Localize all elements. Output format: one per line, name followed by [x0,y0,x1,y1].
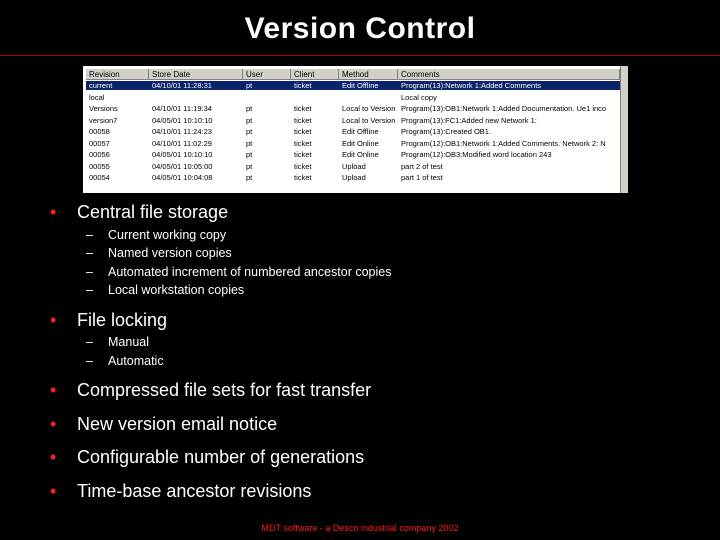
cell-revision: 00057 [89,138,110,148]
cell-revision: local [89,92,105,102]
table-row[interactable] [86,93,620,102]
cell-comments: Program(13):Network 1:Added Comments [401,81,542,90]
cell-store-date: 04/10/01 11:28:31 [152,81,212,90]
cell-user: pt [246,81,253,90]
cell-method: Edit Online [342,138,379,148]
sub-bullet-marker: – [86,283,93,297]
cell-client: ticket [294,138,312,148]
cell-revision: current [89,81,113,90]
column-header-user[interactable]: User [243,69,291,80]
cell-client: ticket [294,104,312,113]
cell-comments: Program(13):FC1:Added new Network 1: [401,115,537,125]
table-row[interactable] [86,173,620,182]
vertical-scrollbar[interactable] [620,66,628,193]
cell-store-date: 04/10/01 11:02:29 [152,138,212,148]
bullet-text: Compressed file sets for fast transfer [77,380,372,400]
table-row[interactable] [86,104,620,113]
bullet-text: File locking [77,310,168,330]
cell-store-date: 04/05/01 10:10:10 [152,150,213,159]
cell-revision: version7 [89,115,118,125]
cell-store-date: 04/05/01 10:05:00 [152,161,213,171]
cell-comments: Program(12):OB1:Network 1:Added Comments. Network 2: N [401,138,606,148]
column-header-method[interactable]: Method [339,69,398,80]
table-row[interactable] [86,116,620,125]
bullet-marker: • [50,202,57,222]
column-header-comments[interactable]: Comments [398,69,620,80]
cell-method: Edit Offline [342,81,379,90]
bullet-text: Configurable number of generations [77,447,365,467]
footer-credit: MDT software - a Desco industrial company 2002 [261,523,459,533]
bullet-marker: • [50,310,57,330]
table-row[interactable] [86,150,620,159]
cell-method: Local to Version [342,115,396,125]
cell-user: pt [246,104,253,113]
cell-client: ticket [294,81,312,90]
cell-method: Local to Version [342,104,396,113]
cell-method: Upload [342,161,366,171]
cell-revision: 00054 [89,173,110,182]
cell-client: ticket [294,150,312,159]
cell-comments: Program(13):OB1:Network 1:Added Documentation. Ue1 inco [401,104,607,113]
sub-bullet-text: Named version copies [108,246,232,260]
column-header-revision[interactable]: Revision [86,69,149,80]
sub-bullet-text: Current working copy [108,228,227,242]
version-list-grid [86,69,620,189]
sub-bullet-marker: – [86,228,93,242]
cell-user: pt [246,115,253,125]
cell-client: ticket [294,161,312,171]
bullet-marker: • [50,481,57,501]
cell-user: pt [246,138,253,148]
sub-bullet-marker: – [86,354,93,368]
sub-bullet-marker: – [86,335,93,349]
cell-revision: Versions [89,104,118,113]
cell-store-date: 04/10/01 11:24:23 [152,127,212,136]
bullet-text: New version email notice [77,414,278,434]
cell-method: Edit Offline [342,127,379,136]
cell-user: pt [246,150,253,159]
bullet-marker: • [50,414,57,434]
column-header-client[interactable]: Client [291,69,339,80]
cell-store-date [149,93,243,102]
sub-bullet-marker: – [86,246,93,260]
cell-comments: part 2 of test [401,161,443,171]
version-list-screenshot [83,66,628,193]
cell-method: Upload [342,173,366,182]
column-header-store-date[interactable]: Store Date [149,69,243,80]
cell-client [291,93,339,102]
sub-bullet-text: Automatic [108,354,164,368]
cell-store-date: 04/10/01 11:19:34 [152,104,212,113]
bullet-text: Time-base ancestor revisions [77,481,312,501]
cell-method: Edit Online [342,150,379,159]
table-row[interactable] [86,127,620,136]
cell-user: pt [246,161,253,171]
cell-client: ticket [294,173,312,182]
cell-user [243,93,291,102]
bullet-marker: • [50,447,57,467]
cell-comments: Local copy [401,92,437,102]
table-row[interactable] [86,139,620,148]
cell-store-date: 04/05/01 10:04:08 [152,173,213,182]
cell-comments: Program(12):OB3:Modified word location 243 [401,150,552,159]
sub-bullet-marker: – [86,265,93,279]
sub-bullet-text: Manual [108,335,149,349]
cell-user: pt [246,127,253,136]
table-row[interactable] [86,81,620,90]
title-divider [0,55,720,56]
bullet-text: Central file storage [77,202,229,222]
cell-revision: 00055 [89,161,110,171]
cell-revision: 00058 [89,127,110,136]
cell-revision: 00056 [89,150,110,159]
cell-client: ticket [294,115,312,125]
sub-bullet-text: Local workstation copies [108,283,245,297]
cell-user: pt [246,173,253,182]
table-row[interactable] [86,162,620,171]
cell-store-date: 04/05/01 10:10:10 [152,115,213,125]
bullet-marker: • [50,380,57,400]
cell-comments: part 1 of test [401,173,443,182]
cell-client: ticket [294,127,312,136]
slide-title: Version Control [244,12,476,45]
cell-method [339,93,398,102]
sub-bullet-text: Automated increment of numbered ancestor copies [108,265,392,279]
cell-comments: Program(13):Created OB1. [401,127,492,136]
